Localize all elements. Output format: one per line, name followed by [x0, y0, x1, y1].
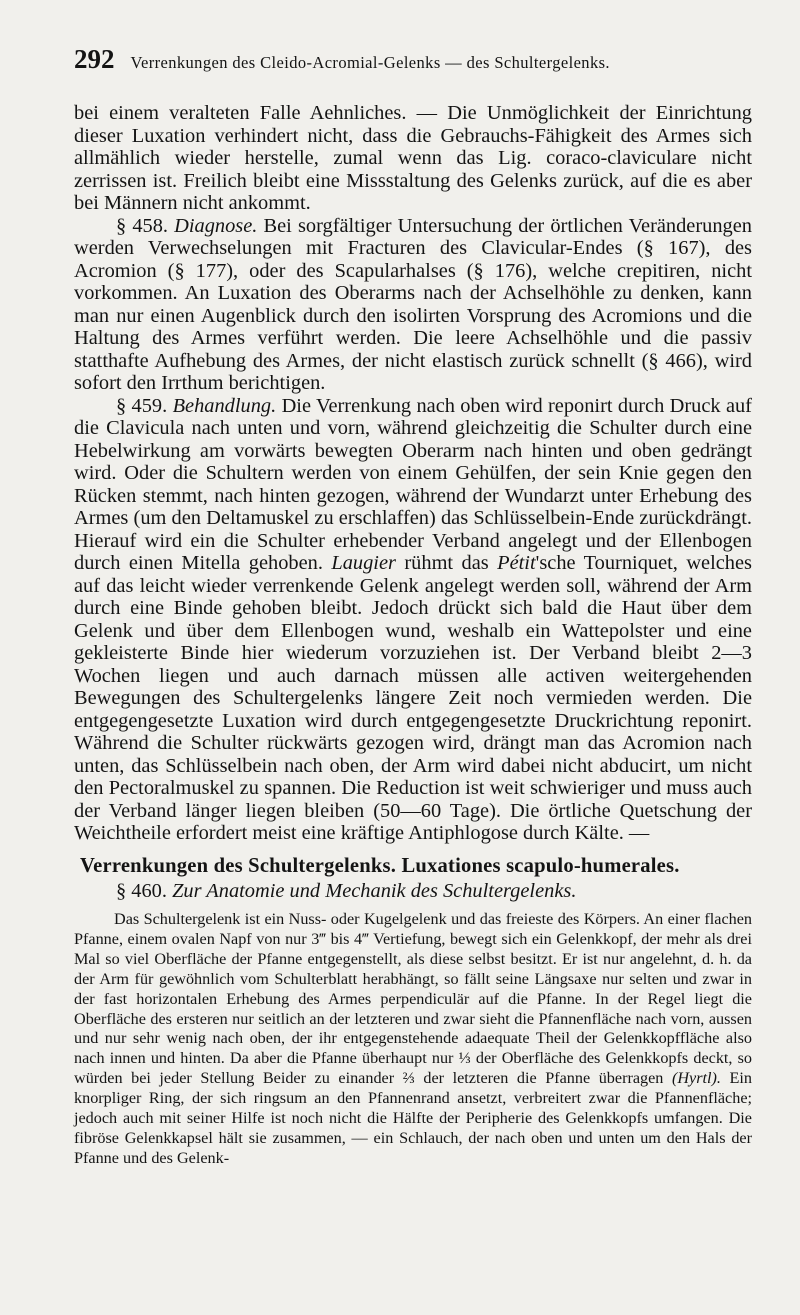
paragraph-459-text-b: rühmt das — [404, 552, 489, 574]
small-text-a: Das Schultergelenk ist ein Nuss- oder Kugelgelenk und das freieste des Körpers. An einer flachen Pfanne, einem ovalen Napf von nur 3‴ bis 4‴ Vertiefung, bewegt sich ein Gelenkkopf, der mehr als drei Mal so viel Oberfläche der Pfanne entgegenstellt, als diese selbst besitzt. Er ist nur angelehnt, d. h. da der Arm für gewöhnlich vom Schulterblatt herabhängt, so fällt seine Längsaxe nur selten und zwar in der fast horizontalen Erhebung des Armes perpendiculär auf die Pfanne. In der Regel liegt die Oberfläche des ersteren nur seitlich an der letzteren und zwar sieht die Pfannenfläche nach vorn, aussen und nur sehr wenig nach oben, der ihr entgegenstehende adaequate Theil der Gelenkkopffläche also nach innen und hinten. Da aber die Pfanne überhaupt nur ⅓ der Oberfläche des Gelenkkopfs deckt, so würden bei jeder Stellung Beider zu einander ⅔ der letzteren die Pfanne überragen — [74, 910, 752, 1088]
name-petit: Pétit — [497, 552, 536, 574]
section-mark-459: § 459. — [116, 394, 168, 417]
name-hyrtl: (Hyrtl). — [671, 1069, 721, 1088]
page-number: 292 — [74, 44, 115, 74]
section-mark-460: § 460. — [116, 879, 167, 902]
running-header — [74, 44, 752, 84]
rubric-behandlung: Behandlung. — [172, 394, 277, 417]
paragraph-458-text: Bei sorgfältiger Untersuchung der örtlichen Veränderungen werden Verwechselungen mit Fracturen des Clavicular-Endes (§ 167), des Acromion (§ 177), oder des Scapularhalses (§ 176), welche crepitiren, nicht vorkommen. An Luxation des Oberarms nach der Achselhöhle zu denken, kann man nur einen Augenblick durch den isolirten Vorsprung des Acromions und die Haltung des Armes verführt werden. Die leere Achselhöhle und die passiv statthafte Aufhebung des Armes, der nicht elastisch zurück schnellt (§ 466), wird sofort den Irrthum berichtigen. — [74, 214, 752, 394]
main-text — [74, 102, 752, 845]
small-text-b: Ein knorpliger Ring, der sich ringsum an den Pfannenrand ansetzt, verbreitert zwar die Pfannenfläche; jedoch auch mit seiner Hilfe ist noch nicht die Hälfte der Peripherie des Gelenkkopfs umfangen. Die fibröse Gelenkkapsel hält sie zusammen, — ein Schlauch, der nach oben und unten um den Hals der Pfanne und des Gelenk- — [74, 1069, 753, 1167]
paragraph-459-text-a: Die Verrenkung nach oben wird reponirt durch Druck auf die Clavicula nach unten und vorn, während gleichzeitig die Schulter durch eine Hebelwirkung am vorwärts bewegten Oberarm nach hinten und oben gedrängt wird. Oder die Schultern werden von einem Gehülfen, der sein Knie gegen den Rücken stemmt, nach hinten gezogen, während der Wundarzt unter Erhebung des Armes (um den Deltamuskel zu erschlaffen) das Schlüsselbein-Ende zurückdrängt. Hierauf wird ein die Schulter erhebender Verband angelegt und der Ellenbogen durch einen Mitella gehoben. — [74, 394, 752, 574]
running-title: Verrenkungen des Cleido-Acromial-Gelenks — des Schultergelenks. — [130, 53, 610, 72]
paragraph-continuation: bei einem veralteten Falle Aehnliches. — Die Unmöglichkeit der Einrichtung dieser Luxation verhindert nicht, dass die Gebrauchs-Fähigkeit des Armes sich allmählich wieder herstelle, zumal wenn das Lig. coraco-claviculare nicht zerrissen ist. Freilich bleibt eine Missstaltung des Gelenks zurück, auf die es aber bei Männern nicht ankommt. — [74, 102, 752, 214]
small-print-text — [74, 910, 752, 1169]
section-mark-458: § 458. — [116, 214, 168, 237]
paragraph-459 — [74, 395, 752, 845]
rubric-anatomie: Zur Anatomie und Mechanik des Schultergelenks. — [172, 879, 577, 902]
rubric-diagnose: Diagnose. — [174, 214, 258, 237]
name-laugier: Laugier — [331, 552, 396, 574]
section-heading: Verrenkungen des Schultergelenks. Luxationes scapulo-humerales. — [80, 854, 680, 877]
paragraph-458 — [74, 215, 752, 395]
paragraph-460-heading — [74, 880, 752, 903]
small-paragraph — [74, 910, 752, 1169]
paragraph-459-text-c: 'sche Tourniquet, welches auf das leicht wieder verrenkende Gelenk angelegt werden soll, während der Arm durch eine Binde gehoben bleibt. Jedoch drückt sich bald die Haut über dem Gelenk und über dem Ellenbogen wund, weshalb ein Wattepolster und eine gekleisterte Binde hier wiederum vorzuziehen ist. Der Verband bleibt 2—3 Wochen liegen und auch darnach müssen alle activen weitergehenden Bewegungen des Schultergelenks längere Zeit noch vermieden werden. Die entgegengesetzte Luxation wird durch entgegengesetzte Druckrichtung reponirt. Während die Schulter rückwärts gezogen wird, drängt man das Acromion nach unten, das Schlüsselbein nach oben, der Arm wird dabei nicht abducirt, um nicht den Pectoralmuskel zu spannen. Die Reduction ist weit schwieriger und muss auch der Verband länger liegen bleiben (50—60 Tage). Die örtliche Quetschung der Weichtheile erfordert meist eine kräftige Antiphlogose durch Kälte. — — [74, 552, 752, 844]
